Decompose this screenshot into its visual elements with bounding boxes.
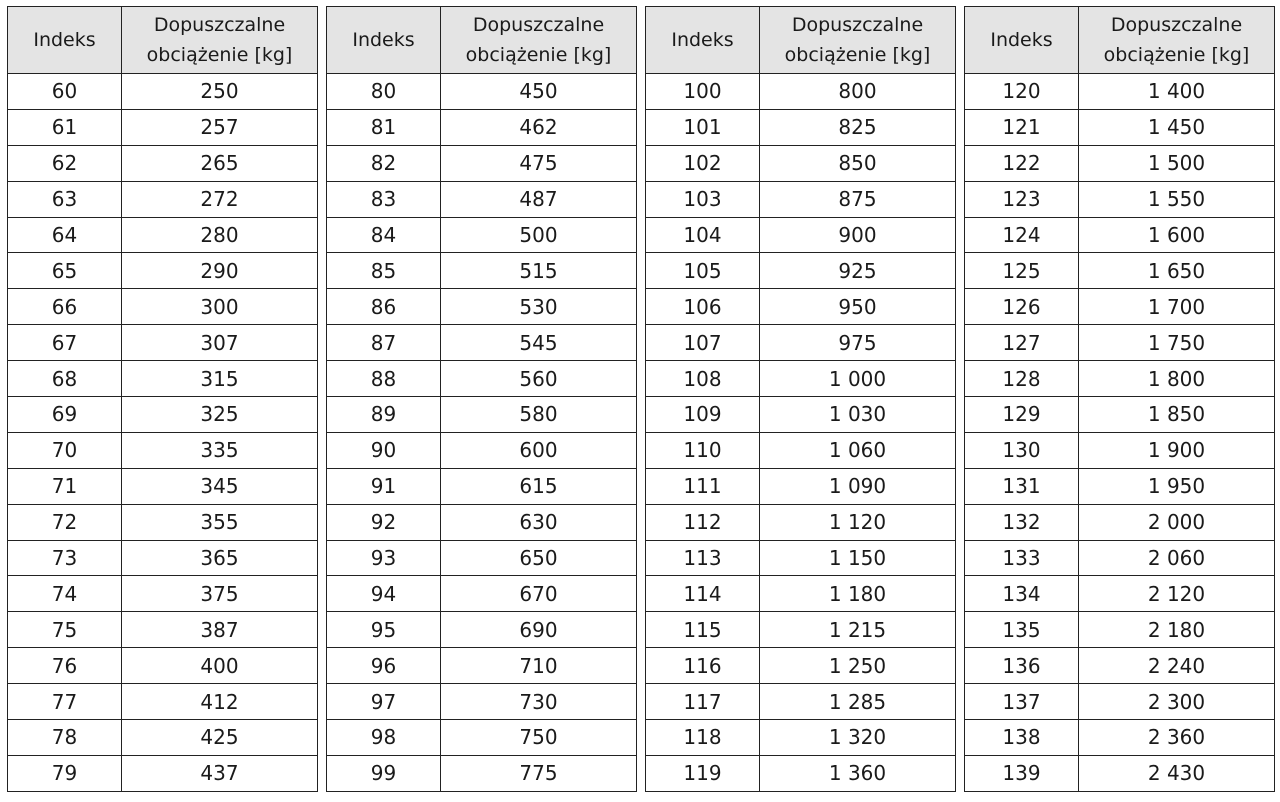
table-row: [965, 325, 1275, 361]
table-row: [965, 217, 1275, 253]
index-cell: 81: [327, 109, 441, 145]
table-row: [965, 540, 1275, 576]
index-cell: 96: [327, 648, 441, 684]
load-header-line1: Dopuszczalne: [153, 14, 286, 36]
load-cell: 1 600: [1079, 217, 1275, 253]
table-row: [646, 361, 956, 397]
index-header: Indeks: [327, 7, 441, 74]
load-index-table: [7, 6, 318, 792]
table-row: [646, 325, 956, 361]
index-cell: 70: [8, 432, 122, 468]
index-header: Indeks: [646, 7, 760, 74]
index-cell: 122: [965, 145, 1079, 181]
load-cell: 670: [441, 576, 637, 612]
index-cell: 67: [8, 325, 122, 361]
load-cell: 2 000: [1079, 504, 1275, 540]
index-cell: 119: [646, 755, 760, 791]
load-cell: 315: [122, 361, 318, 397]
index-cell: 124: [965, 217, 1079, 253]
table-row: [646, 648, 956, 684]
load-cell: 475: [441, 145, 637, 181]
index-cell: 127: [965, 325, 1079, 361]
load-header: [1079, 7, 1275, 74]
load-cell: 1 800: [1079, 361, 1275, 397]
index-cell: 91: [327, 468, 441, 504]
load-cell: 925: [760, 253, 956, 289]
index-cell: 105: [646, 253, 760, 289]
index-cell: 87: [327, 325, 441, 361]
index-cell: 78: [8, 720, 122, 756]
load-header-line1: Dopuszczalne: [1110, 14, 1243, 36]
load-cell: 265: [122, 145, 318, 181]
load-cell: 750: [441, 720, 637, 756]
header-row: [8, 7, 318, 74]
table-row: [646, 576, 956, 612]
load-cell: 1 700: [1079, 289, 1275, 325]
load-cell: 280: [122, 217, 318, 253]
load-cell: 530: [441, 289, 637, 325]
index-cell: 84: [327, 217, 441, 253]
table-row: [8, 504, 318, 540]
index-cell: 108: [646, 361, 760, 397]
index-cell: 130: [965, 432, 1079, 468]
load-cell: 412: [122, 684, 318, 720]
index-cell: 132: [965, 504, 1079, 540]
table-row: [8, 468, 318, 504]
table-row: [646, 468, 956, 504]
load-cell: 487: [441, 181, 637, 217]
index-cell: 136: [965, 648, 1079, 684]
table-row: [965, 720, 1275, 756]
load-header-line2: obciążenie [kg]: [784, 44, 931, 66]
index-cell: 85: [327, 253, 441, 289]
table-row: [965, 109, 1275, 145]
table-row: [327, 576, 637, 612]
table-row: [327, 361, 637, 397]
index-cell: 68: [8, 361, 122, 397]
load-cell: 325: [122, 397, 318, 433]
table-row: [8, 397, 318, 433]
load-cell: 650: [441, 540, 637, 576]
table-row: [965, 648, 1275, 684]
table-row: [327, 504, 637, 540]
index-cell: 110: [646, 432, 760, 468]
load-cell: 1 400: [1079, 74, 1275, 110]
load-index-table: [645, 6, 956, 792]
index-cell: 112: [646, 504, 760, 540]
index-cell: 128: [965, 361, 1079, 397]
index-cell: 76: [8, 648, 122, 684]
load-cell: 2 180: [1079, 612, 1275, 648]
index-cell: 121: [965, 109, 1079, 145]
table-row: [8, 432, 318, 468]
index-cell: 120: [965, 74, 1079, 110]
index-cell: 114: [646, 576, 760, 612]
load-cell: 1 650: [1079, 253, 1275, 289]
table-row: [965, 74, 1275, 110]
load-cell: 500: [441, 217, 637, 253]
load-cell: 1 950: [1079, 468, 1275, 504]
table-row: [327, 145, 637, 181]
load-cell: 875: [760, 181, 956, 217]
table-row: [8, 648, 318, 684]
table-row: [646, 755, 956, 791]
load-cell: 630: [441, 504, 637, 540]
load-cell: 1 320: [760, 720, 956, 756]
index-cell: 100: [646, 74, 760, 110]
header-row: [327, 7, 637, 74]
index-cell: 64: [8, 217, 122, 253]
index-cell: 93: [327, 540, 441, 576]
table-row: [8, 217, 318, 253]
index-cell: 72: [8, 504, 122, 540]
table-row: [327, 325, 637, 361]
table-row: [8, 145, 318, 181]
table-row: [8, 720, 318, 756]
load-cell: 690: [441, 612, 637, 648]
index-cell: 134: [965, 576, 1079, 612]
index-cell: 74: [8, 576, 122, 612]
load-cell: 272: [122, 181, 318, 217]
index-cell: 125: [965, 253, 1079, 289]
table-row: [965, 468, 1275, 504]
load-cell: 800: [760, 74, 956, 110]
load-cell: 387: [122, 612, 318, 648]
table-row: [646, 504, 956, 540]
table-row: [8, 684, 318, 720]
index-cell: 129: [965, 397, 1079, 433]
table-row: [965, 684, 1275, 720]
load-cell: 2 060: [1079, 540, 1275, 576]
load-cell: 2 120: [1079, 576, 1275, 612]
index-cell: 103: [646, 181, 760, 217]
index-cell: 117: [646, 684, 760, 720]
table-row: [327, 684, 637, 720]
index-cell: 90: [327, 432, 441, 468]
load-index-table: [964, 6, 1275, 792]
load-header-line2: obciążenie [kg]: [1103, 44, 1250, 66]
table-row: [965, 432, 1275, 468]
load-cell: 462: [441, 109, 637, 145]
index-cell: 104: [646, 217, 760, 253]
load-cell: 425: [122, 720, 318, 756]
load-cell: 307: [122, 325, 318, 361]
load-cell: 2 300: [1079, 684, 1275, 720]
load-cell: 1 850: [1079, 397, 1275, 433]
load-cell: 560: [441, 361, 637, 397]
table-row: [327, 648, 637, 684]
table-row: [646, 145, 956, 181]
table-row: [327, 468, 637, 504]
load-cell: 775: [441, 755, 637, 791]
table-row: [965, 361, 1275, 397]
index-cell: 102: [646, 145, 760, 181]
table-row: [8, 612, 318, 648]
index-cell: 113: [646, 540, 760, 576]
load-cell: 1 060: [760, 432, 956, 468]
load-cell: 1 090: [760, 468, 956, 504]
load-cell: 1 120: [760, 504, 956, 540]
index-cell: 139: [965, 755, 1079, 791]
index-cell: 62: [8, 145, 122, 181]
index-cell: 94: [327, 576, 441, 612]
table-row: [965, 504, 1275, 540]
load-cell: 345: [122, 468, 318, 504]
index-cell: 107: [646, 325, 760, 361]
table-row: [646, 181, 956, 217]
table-row: [327, 289, 637, 325]
index-cell: 99: [327, 755, 441, 791]
table-row: [8, 325, 318, 361]
load-cell: 450: [441, 74, 637, 110]
load-cell: 365: [122, 540, 318, 576]
header-row: [646, 7, 956, 74]
load-header-line1: Dopuszczalne: [791, 14, 924, 36]
table-row: [965, 612, 1275, 648]
index-cell: 66: [8, 289, 122, 325]
load-cell: 950: [760, 289, 956, 325]
header-row: [965, 7, 1275, 74]
load-header-line2: obciążenie [kg]: [146, 44, 293, 66]
load-cell: 580: [441, 397, 637, 433]
load-cell: 290: [122, 253, 318, 289]
table-row: [327, 397, 637, 433]
load-cell: 335: [122, 432, 318, 468]
load-cell: 900: [760, 217, 956, 253]
table-row: [965, 289, 1275, 325]
load-cell: 250: [122, 74, 318, 110]
load-cell: 375: [122, 576, 318, 612]
load-cell: 1 750: [1079, 325, 1275, 361]
load-cell: 975: [760, 325, 956, 361]
load-cell: 1 000: [760, 361, 956, 397]
index-cell: 69: [8, 397, 122, 433]
load-cell: 1 360: [760, 755, 956, 791]
load-cell: 1 215: [760, 612, 956, 648]
index-cell: 77: [8, 684, 122, 720]
table-row: [646, 397, 956, 433]
load-cell: 1 030: [760, 397, 956, 433]
index-cell: 79: [8, 755, 122, 791]
table-row: [646, 217, 956, 253]
load-cell: 1 550: [1079, 181, 1275, 217]
index-cell: 98: [327, 720, 441, 756]
index-cell: 111: [646, 468, 760, 504]
index-cell: 82: [327, 145, 441, 181]
table-row: [646, 720, 956, 756]
index-cell: 95: [327, 612, 441, 648]
table-row: [327, 540, 637, 576]
load-cell: 730: [441, 684, 637, 720]
table-row: [327, 74, 637, 110]
load-cell: 300: [122, 289, 318, 325]
table-row: [646, 289, 956, 325]
load-cell: 355: [122, 504, 318, 540]
table-row: [327, 253, 637, 289]
table-row: [965, 397, 1275, 433]
table-row: [8, 540, 318, 576]
index-cell: 80: [327, 74, 441, 110]
table-row: [646, 432, 956, 468]
table-row: [646, 540, 956, 576]
index-cell: 106: [646, 289, 760, 325]
index-header: Indeks: [8, 7, 122, 74]
index-cell: 101: [646, 109, 760, 145]
load-header-line1: Dopuszczalne: [472, 14, 605, 36]
index-cell: 75: [8, 612, 122, 648]
load-cell: 615: [441, 468, 637, 504]
index-cell: 88: [327, 361, 441, 397]
table-row: [327, 181, 637, 217]
load-cell: 2 360: [1079, 720, 1275, 756]
load-cell: 1 150: [760, 540, 956, 576]
load-cell: 1 180: [760, 576, 956, 612]
table-row: [8, 74, 318, 110]
table-row: [646, 109, 956, 145]
load-cell: 1 250: [760, 648, 956, 684]
table-row: [8, 755, 318, 791]
index-cell: 83: [327, 181, 441, 217]
table-row: [327, 217, 637, 253]
load-header: [122, 7, 318, 74]
load-cell: 1 450: [1079, 109, 1275, 145]
index-cell: 116: [646, 648, 760, 684]
index-cell: 61: [8, 109, 122, 145]
index-cell: 115: [646, 612, 760, 648]
load-cell: 400: [122, 648, 318, 684]
index-cell: 63: [8, 181, 122, 217]
table-row: [965, 253, 1275, 289]
load-cell: 437: [122, 755, 318, 791]
load-cell: 1 500: [1079, 145, 1275, 181]
table-row: [646, 612, 956, 648]
load-cell: 2 240: [1079, 648, 1275, 684]
table-row: [8, 576, 318, 612]
index-cell: 71: [8, 468, 122, 504]
table-row: [327, 109, 637, 145]
table-row: [965, 755, 1275, 791]
table-row: [8, 181, 318, 217]
table-row: [327, 720, 637, 756]
index-cell: 60: [8, 74, 122, 110]
index-cell: 89: [327, 397, 441, 433]
index-cell: 92: [327, 504, 441, 540]
table-row: [646, 684, 956, 720]
index-cell: 137: [965, 684, 1079, 720]
load-header: [760, 7, 956, 74]
index-cell: 118: [646, 720, 760, 756]
table-row: [8, 109, 318, 145]
index-cell: 133: [965, 540, 1079, 576]
index-cell: 135: [965, 612, 1079, 648]
table-row: [646, 74, 956, 110]
index-cell: 126: [965, 289, 1079, 325]
index-cell: 65: [8, 253, 122, 289]
index-cell: 123: [965, 181, 1079, 217]
table-row: [8, 361, 318, 397]
table-row: [327, 432, 637, 468]
table-row: [8, 253, 318, 289]
load-cell: 257: [122, 109, 318, 145]
index-cell: 86: [327, 289, 441, 325]
load-cell: 515: [441, 253, 637, 289]
table-row: [8, 289, 318, 325]
table-row: [965, 145, 1275, 181]
table-row: [327, 755, 637, 791]
table-row: [327, 612, 637, 648]
load-index-table: [326, 6, 637, 792]
load-cell: 2 430: [1079, 755, 1275, 791]
index-header: Indeks: [965, 7, 1079, 74]
load-cell: 600: [441, 432, 637, 468]
load-cell: 825: [760, 109, 956, 145]
load-header: [441, 7, 637, 74]
index-cell: 97: [327, 684, 441, 720]
load-cell: 545: [441, 325, 637, 361]
load-cell: 710: [441, 648, 637, 684]
table-row: [965, 576, 1275, 612]
load-header-line2: obciążenie [kg]: [465, 44, 612, 66]
index-cell: 138: [965, 720, 1079, 756]
load-cell: 850: [760, 145, 956, 181]
table-row: [965, 181, 1275, 217]
index-cell: 109: [646, 397, 760, 433]
table-row: [646, 253, 956, 289]
index-cell: 131: [965, 468, 1079, 504]
index-cell: 73: [8, 540, 122, 576]
load-cell: 1 285: [760, 684, 956, 720]
load-cell: 1 900: [1079, 432, 1275, 468]
